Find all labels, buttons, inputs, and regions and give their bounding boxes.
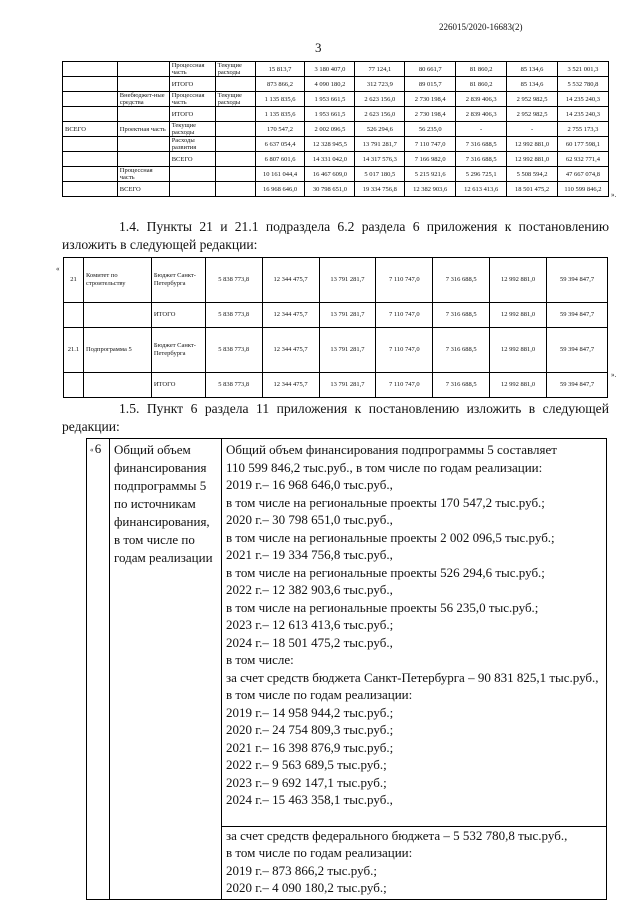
cell-value: 77 124,1 (355, 62, 405, 77)
cell-value: 2 730 198,4 (405, 92, 456, 107)
cell-part: ВСЕГО (169, 152, 215, 167)
financing-table (62, 61, 609, 197)
page-number: 3 (315, 40, 322, 55)
table-row (64, 373, 608, 398)
financing-line: 2020 г.– 30 798 651,0 тыс.руб., (226, 512, 393, 527)
cell-value: 7 316 688,5 (433, 328, 490, 373)
cell-source (117, 107, 169, 122)
table2-end-mark: ». (611, 371, 617, 379)
cell-value: 5 838 773,8 (205, 328, 262, 373)
cell-value: 7 110 747,0 (376, 258, 433, 303)
cell-type (215, 167, 255, 182)
cell-source: Внебюджет-ные средства (117, 92, 169, 107)
cell-level (63, 137, 118, 152)
financing-line: 2023 г.– 9 692 147,1 тыс.руб.; (226, 774, 387, 790)
financing-line: 2022 г.– 12 382 903,6 тыс.руб., (226, 582, 393, 597)
cell-value: 7 316 688,5 (433, 258, 490, 303)
paragraph-1-4: 1.4. Пункты 21 и 21.1 подраздела 6.2 раздела 6 приложения к постановлению изложить в следующей редакции: (62, 219, 609, 252)
cell-part: ИТОГО (169, 107, 215, 122)
cell-part: Текущие расходы (169, 122, 215, 137)
cell-source: Бюджет Санкт-Петербурга (151, 328, 205, 373)
table2-open-mark: « (56, 265, 60, 273)
cell-value: 110 599 846,2 (557, 182, 608, 197)
cell-value: 12 328 945,5 (305, 137, 355, 152)
financing-line: 2022 г.– 9 563 689,5 тыс.руб.; (226, 757, 387, 772)
financing-line: 2021 г.– 19 334 756,8 тыс.руб., (226, 547, 393, 562)
cell-value: 12 344 475,7 (262, 303, 319, 328)
cell-value: 7 110 747,0 (405, 137, 456, 152)
cell-value: 19 334 756,8 (355, 182, 405, 197)
cell-part: Процессная часть (169, 62, 215, 77)
cell-value: - (456, 122, 507, 137)
cell-item-number: 21.1 (64, 328, 84, 373)
financing-line: в том числе на региональные проекты 2 002 096,5 тыс.руб.; (226, 529, 555, 545)
subprogram-financing-table (86, 438, 607, 900)
table-row (63, 62, 609, 77)
cell-value: 1 135 835,6 (255, 107, 305, 122)
cell-item-name (83, 303, 151, 328)
cell-value: 59 394 847,7 (547, 258, 608, 303)
table-row (63, 107, 609, 122)
cell-item-name: Подпрограмма 5 (83, 328, 151, 373)
cell-level (63, 152, 118, 167)
cell-value: 12 613 413,6 (456, 182, 507, 197)
cell-source (117, 62, 169, 77)
cell-value: 5 532 780,8 (557, 77, 608, 92)
cell-source: ВСЕГО (117, 182, 169, 197)
cell-value: 2 839 406,3 (456, 107, 507, 122)
cell-type (215, 137, 255, 152)
cell-value: 526 294,6 (355, 122, 405, 137)
cell-value: 6 807 601,6 (255, 152, 305, 167)
table-row (63, 92, 609, 107)
financing-line: в том числе на региональные проекты 170 547,2 тыс.руб.; (226, 494, 545, 510)
cell-type (215, 122, 255, 137)
financing-line: в том числе: (226, 652, 294, 667)
cell-part (169, 182, 215, 197)
cell-value: 170 547,2 (255, 122, 305, 137)
cell-source: Бюджет Санкт-Петербурга (151, 258, 205, 303)
cell-type (215, 152, 255, 167)
cell-value: - (507, 122, 558, 137)
cell-source: Процессная часть (117, 167, 169, 182)
cell-value: 12 344 475,7 (262, 328, 319, 373)
cell-value: 62 932 771,4 (557, 152, 608, 167)
cell-value: 14 331 042,0 (305, 152, 355, 167)
cell-value: 15 813,7 (255, 62, 305, 77)
row-content (222, 439, 607, 900)
cell-value: 13 791 281,7 (355, 137, 405, 152)
cell-value: 2 839 406,3 (456, 92, 507, 107)
cell-value: 12 992 881,0 (490, 303, 547, 328)
cell-value: 13 791 281,7 (319, 373, 376, 398)
cell-value: 85 134,6 (507, 77, 558, 92)
cell-value: 16 467 609,0 (305, 167, 355, 182)
cell-value: 2 755 173,3 (557, 122, 608, 137)
cell-value: 7 316 688,5 (433, 303, 490, 328)
cell-value: 12 382 903,6 (405, 182, 456, 197)
cell-value: 89 015,7 (405, 77, 456, 92)
cell-value: 13 791 281,7 (319, 258, 376, 303)
financing-line: в том числе по годам реализации: (226, 687, 413, 702)
paragraph-1-5: 1.5. Пункт 6 раздела 11 приложения к постановлению изложить в следующей редакции: (62, 401, 609, 434)
financing-line: 2019 г.– 14 958 944,2 тыс.руб.; (226, 704, 394, 720)
cell-value: 5 215 921,6 (405, 167, 456, 182)
cell-value: 7 316 688,5 (433, 373, 490, 398)
cell-value: 59 394 847,7 (547, 373, 608, 398)
financing-line: 2020 г.– 4 090 180,2 тыс.руб.; (226, 880, 387, 895)
cell-value: 12 992 881,0 (490, 328, 547, 373)
cell-value: 7 166 982,0 (405, 152, 456, 167)
cell-item-number (64, 303, 84, 328)
cell-value: 10 161 044,4 (255, 167, 305, 182)
financing-line (226, 809, 602, 826)
cell-value: 2 623 156,0 (355, 92, 405, 107)
cell-source (117, 77, 169, 92)
cell-item-name: Комитет по строительству (83, 258, 151, 303)
cell-type: Текущие расходы (215, 62, 255, 77)
table-row (63, 77, 609, 92)
cell-item-number: 21 (64, 258, 84, 303)
table-row (63, 152, 609, 167)
cell-value: 1 135 835,6 (255, 92, 305, 107)
financing-line: за счет средств бюджета Санкт-Петербурга – 90 831 825,1 тыс.руб., (226, 669, 599, 685)
cell-value: 7 110 747,0 (376, 373, 433, 398)
cell-part: ИТОГО (169, 77, 215, 92)
financing-line: в том числе на региональные проекты 56 235,0 тыс.руб.; (226, 599, 539, 615)
cell-value: 56 235,0 (405, 122, 456, 137)
cell-value: 2 952 982,5 (507, 107, 558, 122)
cell-value: 5 508 594,2 (507, 167, 558, 182)
cell-value: 13 791 281,7 (319, 303, 376, 328)
cell-level (63, 167, 118, 182)
cell-value: 5 838 773,8 (205, 303, 262, 328)
cell-value: 12 992 881,0 (507, 137, 558, 152)
cell-value: 2 952 982,5 (507, 92, 558, 107)
cell-source (117, 152, 169, 167)
program-table (63, 257, 608, 398)
cell-level (63, 182, 118, 197)
financing-line: в том числе на региональные проекты 526 294,6 тыс.руб.; (226, 564, 545, 580)
table-row (63, 122, 609, 137)
financing-line: 110 599 846,2 тыс.руб., в том числе по годам реализации: (226, 459, 543, 475)
cell-level (63, 92, 118, 107)
cell-level: ВСЕГО (63, 122, 118, 137)
cell-value: 14 235 240,3 (557, 92, 608, 107)
financing-line: за счет средств федерального бюджета – 5 532 780,8 тыс.руб., (222, 826, 606, 845)
cell-value: 12 344 475,7 (262, 373, 319, 398)
financing-line: 2023 г.– 12 613 413,6 тыс.руб.; (226, 617, 394, 632)
cell-value: 12 992 881,0 (490, 373, 547, 398)
cell-value: 60 177 598,1 (557, 137, 608, 152)
cell-value: 7 110 747,0 (376, 328, 433, 373)
cell-value: 13 791 281,7 (319, 328, 376, 373)
cell-item-number (64, 373, 84, 398)
cell-value: 59 394 847,7 (547, 303, 608, 328)
cell-source: Проектная часть (117, 122, 169, 137)
cell-part: Расходы развития (169, 137, 215, 152)
cell-value: 85 134,6 (507, 62, 558, 77)
cell-value: 81 860,2 (456, 62, 507, 77)
row-number: 6 (87, 439, 110, 900)
financing-line: в том числе по годам реализации: (226, 845, 413, 860)
table-row (64, 328, 608, 373)
cell-type (215, 182, 255, 197)
table-row (64, 258, 608, 303)
financing-line: Общий объем финансирования подпрограммы 5 составляет (226, 442, 557, 457)
cell-source: ИТОГО (151, 373, 205, 398)
table-row (64, 303, 608, 328)
document-number: 226015/2020-16683(2) (439, 22, 523, 32)
cell-part: Процессная часть (169, 92, 215, 107)
cell-value: 5 838 773,8 (205, 373, 262, 398)
cell-value: 59 394 847,7 (547, 328, 608, 373)
table-row (63, 137, 609, 152)
cell-value: 3 180 407,0 (305, 62, 355, 77)
table3-open-mark: « (90, 446, 94, 454)
cell-value: 14 317 576,3 (355, 152, 405, 167)
financing-line: 2021 г.– 16 398 876,9 тыс.руб.; (226, 739, 394, 755)
cell-value: 47 667 074,8 (557, 167, 608, 182)
cell-value: 7 110 747,0 (376, 303, 433, 328)
cell-value: 2 730 198,4 (405, 107, 456, 122)
cell-value: 873 866,2 (255, 77, 305, 92)
cell-level (63, 107, 118, 122)
cell-item-name (83, 373, 151, 398)
row-label: Общий объем финансирования подпрограммы 5 по источникам финансирования, в том числе по годам реализации (110, 439, 222, 900)
cell-value: 4 090 180,2 (305, 77, 355, 92)
cell-type (215, 77, 255, 92)
cell-value: 1 953 661,5 (305, 92, 355, 107)
financing-line: 2024 г.– 18 501 475,2 тыс.руб., (226, 634, 393, 650)
cell-type (215, 107, 255, 122)
financing-line: 2019 г.– 16 968 646,0 тыс.руб., (226, 477, 393, 492)
cell-value: 5 296 725,1 (456, 167, 507, 182)
financing-line: 2024 г.– 15 463 358,1 тыс.руб., (226, 792, 393, 807)
cell-part (169, 167, 215, 182)
cell-value: 312 723,9 (355, 77, 405, 92)
cell-value: 16 968 646,0 (255, 182, 305, 197)
cell-value: 7 316 688,5 (456, 152, 507, 167)
cell-level (63, 77, 118, 92)
cell-value: 6 637 054,4 (255, 137, 305, 152)
cell-source: ИТОГО (151, 303, 205, 328)
cell-value: 18 501 475,2 (507, 182, 558, 197)
cell-value: 7 316 688,5 (456, 137, 507, 152)
cell-value: 2 002 096,5 (305, 122, 355, 137)
cell-value: 14 235 240,3 (557, 107, 608, 122)
financing-line: 2019 г.– 873 866,2 тыс.руб.; (226, 862, 377, 878)
table-row (63, 182, 609, 197)
cell-value: 12 344 475,7 (262, 258, 319, 303)
cell-value: 1 953 661,5 (305, 107, 355, 122)
cell-source (117, 137, 169, 152)
cell-value: 3 521 001,3 (557, 62, 608, 77)
cell-value: 2 623 156,0 (355, 107, 405, 122)
cell-value: 5 838 773,8 (205, 258, 262, 303)
cell-value: 81 860,2 (456, 77, 507, 92)
table1-end-mark: ». (611, 191, 617, 199)
cell-value: 80 661,7 (405, 62, 456, 77)
cell-value: 30 798 651,0 (305, 182, 355, 197)
cell-type: Текущие расходы (215, 92, 255, 107)
cell-value: 12 992 881,0 (507, 152, 558, 167)
cell-level (63, 62, 118, 77)
financing-line: 2020 г.– 24 754 809,3 тыс.руб.; (226, 722, 394, 737)
cell-value: 5 017 180,5 (355, 167, 405, 182)
table-row (63, 167, 609, 182)
cell-value: 12 992 881,0 (490, 258, 547, 303)
